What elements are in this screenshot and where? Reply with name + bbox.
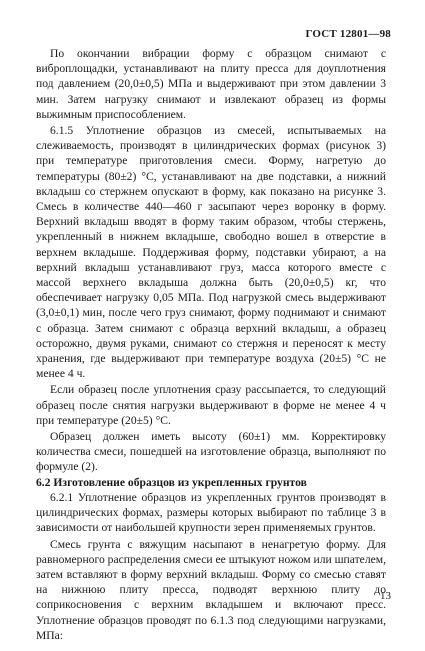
page-number: 13 xyxy=(380,590,391,602)
standard-header: ГОСТ 12801—98 xyxy=(305,28,391,40)
body-text xyxy=(36,46,386,643)
paragraph: 6.1.5 Уплотнение образцов из смесей, испытываемых на слеживаемость, производят в цилиндрических формах (рисунок 3) при температуре приготовления смеси. Форму, нагретую до температуры (80±2) °С, устанавливают на две подставки, а нижний вкладыш со стержнем опускают в форму, как показано на рисунке 3. Смесь в количестве 440—460 г засыпают через воронку в форму. Верхний вкладыш вводят в форму таким образом, чтобы стержень, укрепленный в нижнем вкладыше, свободно вошел в отверстие в верхнем вкладыше. Поддерживая форму, подставки убирают, а на верхний вкладыш устанавливают груз, масса которого вместе с массой верхнего вкладыша должна быть (20,0±0,5) кг, что обеспечивает нагрузку 0,05 МПа. Под нагрузкой смесь выдерживают (3,0±0,1) мин, после чего груз снимают, форму поднимают и снимают с образца. Затем снимают с образца верхний вкладыш, а образец осторожно, двумя руками, снимают со стержня и переносят к месту хранения, где выдерживают при температуре воздуха (20±5) °С не менее 4 ч. xyxy=(36,124,386,381)
paragraph: Образец должен иметь высоту (60±1) мм. Корректировку количества смеси, пошедшей на изготовление образца, выполняют по формуле (2). xyxy=(36,430,386,474)
section-title: 6.2 Изготовление образцов из укрепленных грунтов xyxy=(36,475,307,489)
paragraph: Если образец после уплотнения сразу рассыпается, то следующий образец после снятия нагрузки выдерживают в форме не менее 4 ч при температуре (20±5) °С. xyxy=(36,383,386,427)
paragraph: По окончании вибрации форму с образцом снимают с виброплощадки, устанавливают на плиту пресса для доуплотнения под давлением (20,0±0,5) МПа и выдерживают при этом давлении 3 мин. Затем нагрузку снимают и извлекают образец из формы выжимным приспособлением. xyxy=(36,47,386,121)
paragraph: Смесь грунта с вяжущим насыпают в ненагретую форму. Для равномерного распределения смеси ее штыкуют ножом или шпателем, затем вставляют в форму верхний вкладыш. Форму со смесью ставят на нижнюю плиту пресса, подводят верхнюю плиту до соприкосновения с верхним вкладышем и включают пресс. Уплотнение образцов проводят по 6.1.3 под следующими нагрузками, МПа: xyxy=(36,537,386,642)
paragraph: 6.2.1 Уплотнение образцов из укрепленных грунтов производят в цилиндрических формах, размеры которых выбирают по таблице 3 в зависимости от наибольшей крупности зерен применяемых грунтов. xyxy=(36,490,386,535)
